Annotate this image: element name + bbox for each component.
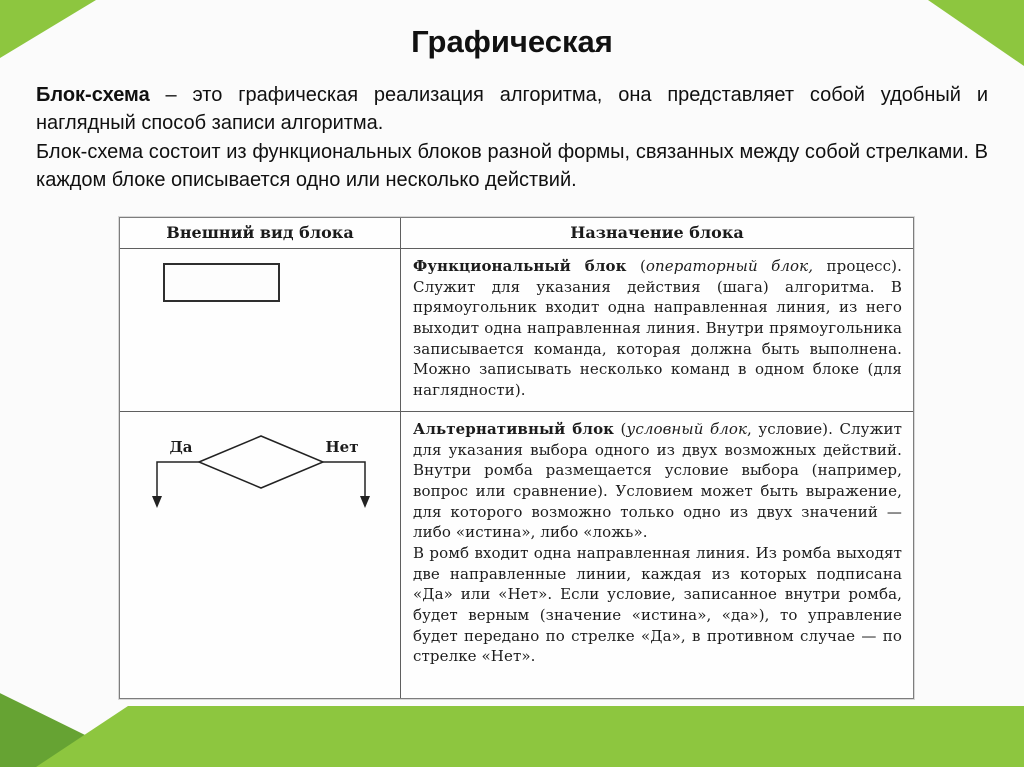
flowchart-blocks-table (119, 217, 914, 699)
alternative-block-shape-cell (120, 412, 401, 698)
decision-block-figure (129, 418, 391, 518)
functional-block-alt-name: операторный блок, (645, 257, 814, 275)
intro-paragraph-2: Блок-схема состоит из функциональных блоков разной формы, связанных между собой стрелками. В каждом блоке описывается одно или несколько действий. (36, 140, 988, 192)
functional-block-paren-close: процесс). (813, 257, 902, 275)
down-arrow-right-icon (360, 496, 370, 508)
intro-text (36, 81, 988, 195)
functional-block-text (413, 256, 902, 401)
term-block-scheme: Блок-схема (36, 84, 150, 106)
alternative-block-alt-name: условный блок (626, 419, 748, 438)
page-title: Графическая (411, 24, 613, 59)
alternative-block-paren-open: ( (614, 419, 627, 438)
alternative-block-term: Альтернативный блок (413, 419, 615, 438)
functional-block-shape-cell (120, 249, 401, 412)
bottom-band-accent (0, 706, 1024, 767)
alternative-block-description-cell (401, 412, 913, 698)
decision-branch-line-right (323, 462, 365, 498)
decision-label-no: Нет (325, 437, 359, 456)
functional-block-body: Служит для указания действия (шага) алгоритма. В прямоугольник входит одна направленная линия, из него выходит одна направленная линия. Внутри прямоугольника записывается команда, которая должна быть выполнена. Можно записывать несколько команд в одном блоке (для наглядности). (413, 277, 902, 400)
alternative-block-text-1 (413, 419, 902, 543)
functional-block-paren-open: ( (626, 257, 646, 275)
process-block-figure (163, 263, 280, 302)
table-header-shape-column: Внешний вид блока (120, 218, 401, 249)
alternative-block-text-2: В ромб входит одна направленная линия. Из ромба выходят две направленные линии, каждая из которых подписана «Да» или «Нет». Если условие, записанное внутри ромба, будет верным (значение «истина», «да»), то управление будет передано по стрелке «Да», в противном случае — по стрелке «Нет». (413, 543, 902, 666)
intro-paragraph-1 (36, 81, 988, 138)
intro-paragraph-1-text: – это графическая реализация алгоритма, она представляет собой удобный и наглядный способ записи алгоритма. (36, 84, 988, 135)
decision-diamond-shape (199, 436, 323, 488)
decision-branch-line-left (157, 462, 199, 498)
table-header-purpose-column: Назначение блока (401, 218, 913, 249)
alternative-block-body-1: Служит для указания выбора одного из двух возможных действий. Внутри ромба размещается условие выбора (например, вопрос или сравнение). Условием может быть выражение, для которого возможно только одно из двух значений — либо «истина», либо «ложь». (413, 419, 902, 542)
decision-label-yes: Да (169, 437, 193, 456)
functional-block-description-cell (401, 249, 913, 412)
alternative-block-paren-close: , условие). (747, 419, 833, 438)
down-arrow-left-icon (152, 496, 162, 508)
functional-block-term: Функциональный блок (413, 257, 627, 275)
